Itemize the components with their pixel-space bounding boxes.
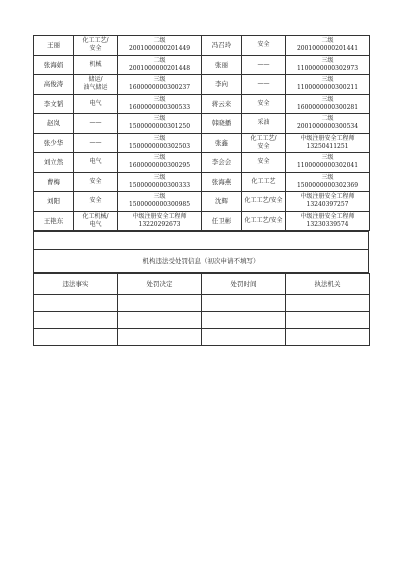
staff-certificate	[286, 133, 370, 153]
certificate-number: 13240397257	[306, 201, 349, 209]
staff-major	[242, 75, 286, 95]
staff-major	[74, 192, 118, 212]
staff-major-line: 化工工艺	[251, 177, 276, 185]
staff-name: 高俊涛	[34, 75, 74, 95]
certificate-level: 二级	[321, 115, 334, 123]
staff-row	[34, 55, 370, 75]
staff-major	[74, 114, 118, 134]
staff-major	[74, 75, 118, 95]
staff-major-line: 化工工艺/	[82, 37, 109, 45]
staff-major	[74, 94, 118, 114]
violation-section-title: 机构违法受处罚信息（初次申请不填写）	[34, 250, 369, 273]
staff-major-line: 机械	[89, 60, 102, 68]
violation-table	[33, 273, 370, 346]
certificate-level: 二级	[321, 37, 334, 45]
staff-certificate	[118, 211, 202, 231]
staff-name: 李会会	[202, 153, 242, 173]
staff-certificate	[118, 114, 202, 134]
staff-certificate	[286, 192, 370, 212]
empty-cell	[202, 295, 286, 312]
empty-cell	[202, 312, 286, 329]
staff-major-line: 储运/	[88, 76, 103, 84]
staff-name: 任卫彬	[202, 211, 242, 231]
staff-major-line: 安全	[257, 99, 270, 107]
staff-major-line: 安全	[257, 41, 270, 49]
header-penalty-decision: 处罚决定	[118, 274, 202, 295]
staff-row	[34, 94, 370, 114]
staff-major	[74, 211, 118, 231]
certificate-level: 二级	[153, 37, 166, 45]
staff-major	[74, 172, 118, 192]
certificate-number: 1100000000302041	[296, 162, 359, 170]
certificate-number: 2001000000201441	[296, 45, 359, 53]
certificate-number: 13250411251	[306, 142, 349, 150]
staff-row	[34, 36, 370, 56]
staff-major	[242, 211, 286, 231]
staff-major	[242, 192, 286, 212]
certificate-level: 中级注册安全工程师	[300, 134, 355, 142]
certificate-number: 2001000000201449	[128, 45, 191, 53]
staff-certificate	[286, 36, 370, 56]
staff-name: 曹梅	[34, 172, 74, 192]
staff-name: 沈辉	[202, 192, 242, 212]
staff-major-line: 安全	[89, 197, 102, 205]
certificate-number: 1500000000300333	[128, 181, 191, 189]
certificate-number: 1100000000302973	[296, 64, 359, 72]
staff-major-line: ——	[89, 119, 102, 127]
staff-major-line: 化工工艺/安全	[244, 197, 283, 205]
staff-name: 张鑫	[202, 133, 242, 153]
staff-certificate	[118, 192, 202, 212]
header-violation-fact: 违法事实	[34, 274, 118, 295]
certificate-number: 1600000000300533	[128, 103, 191, 111]
staff-certificate	[118, 75, 202, 95]
certificate-level: 三级	[321, 76, 334, 84]
empty-cell	[118, 312, 202, 329]
staff-row	[34, 192, 370, 212]
staff-major	[242, 94, 286, 114]
staff-name: 刘阳	[34, 192, 74, 212]
staff-major	[74, 133, 118, 153]
staff-certificate	[286, 211, 370, 231]
staff-major	[74, 55, 118, 75]
violation-empty-row	[34, 295, 370, 312]
certificate-level: 三级	[321, 154, 334, 162]
staff-name: 冯召玲	[202, 36, 242, 56]
staff-row	[34, 172, 370, 192]
staff-major-line: 化工机械/	[82, 212, 109, 220]
certificate-level: 三级	[153, 154, 166, 162]
certificate-number: 2001000000300534	[296, 123, 359, 131]
certificate-number: 2001000000201448	[128, 64, 191, 72]
staff-name: 韩晓播	[202, 114, 242, 134]
staff-major-line: 化工工艺/安全	[244, 216, 283, 224]
staff-name: 王艳东	[34, 211, 74, 231]
staff-name: 赵岚	[34, 114, 74, 134]
certificate-level: 三级	[153, 115, 166, 123]
empty-cell	[34, 295, 118, 312]
staff-row	[34, 211, 370, 231]
staff-major-line: 安全	[257, 158, 270, 166]
staff-major-line: ——	[257, 80, 270, 88]
staff-major	[242, 55, 286, 75]
staff-name: 张丽	[202, 55, 242, 75]
certificate-level: 三级	[153, 76, 166, 84]
certificate-level: 三级	[153, 193, 166, 201]
empty-cell	[286, 312, 370, 329]
staff-certificate	[286, 153, 370, 173]
empty-cell	[286, 295, 370, 312]
staff-major-line: 安全	[89, 45, 102, 53]
staff-major-line: 油气储运	[83, 84, 108, 92]
empty-cell	[34, 312, 118, 329]
staff-name: 张少华	[34, 133, 74, 153]
staff-row	[34, 75, 370, 95]
spacer-row	[34, 232, 369, 250]
staff-major	[74, 36, 118, 56]
staff-certificate	[286, 172, 370, 192]
staff-major	[242, 133, 286, 153]
certificate-number: 13230339574	[306, 220, 349, 228]
certificate-level: 三级	[153, 173, 166, 181]
violation-empty-row	[34, 312, 370, 329]
staff-table	[33, 35, 370, 231]
document-page	[33, 35, 369, 346]
certificate-number: 13220292673	[138, 220, 181, 228]
empty-cell	[118, 329, 202, 346]
staff-major-line: 采油	[257, 119, 270, 127]
staff-name: 李文韬	[34, 94, 74, 114]
certificate-level: 三级	[321, 56, 334, 64]
staff-name: 蒋云来	[202, 94, 242, 114]
staff-major-line: ——	[257, 60, 270, 68]
certificate-number: 1600000000300237	[128, 84, 191, 92]
staff-major	[242, 172, 286, 192]
certificate-level: 中级注册安全工程师	[300, 193, 355, 201]
certificate-number: 1500000000302369	[296, 181, 359, 189]
spacer-table	[33, 231, 369, 273]
certificate-level: 中级注册安全工程师	[132, 212, 187, 220]
staff-row	[34, 114, 370, 134]
header-penalty-time: 处罚时间	[202, 274, 286, 295]
staff-major	[74, 153, 118, 173]
violation-empty-row	[34, 329, 370, 346]
certificate-number: 1100000000300211	[296, 84, 359, 92]
staff-name: 刘立然	[34, 153, 74, 173]
staff-certificate	[118, 55, 202, 75]
staff-major-line: ——	[89, 138, 102, 146]
certificate-level: 三级	[321, 173, 334, 181]
staff-certificate	[286, 114, 370, 134]
certificate-number: 1500000000301250	[128, 123, 191, 131]
certificate-number: 1500000000302503	[128, 142, 191, 150]
certificate-level: 二级	[153, 56, 166, 64]
staff-major-line: 安全	[257, 142, 270, 150]
empty-cell	[286, 329, 370, 346]
staff-major-line: 电气	[89, 220, 102, 228]
empty-cell	[202, 329, 286, 346]
staff-row	[34, 133, 370, 153]
staff-certificate	[118, 172, 202, 192]
certificate-number: 1600000000300295	[128, 162, 191, 170]
certificate-level: 三级	[153, 95, 166, 103]
staff-major-line: 安全	[89, 177, 102, 185]
staff-major	[242, 153, 286, 173]
staff-name: 李向	[202, 75, 242, 95]
staff-certificate	[118, 153, 202, 173]
staff-major	[242, 114, 286, 134]
staff-certificate	[118, 133, 202, 153]
certificate-level: 中级注册安全工程师	[300, 212, 355, 220]
empty-cell	[118, 295, 202, 312]
staff-certificate	[286, 75, 370, 95]
staff-major-line: 化工工艺/	[250, 134, 277, 142]
staff-row	[34, 153, 370, 173]
certificate-level: 三级	[153, 134, 166, 142]
staff-certificate	[286, 94, 370, 114]
staff-major	[242, 36, 286, 56]
staff-name: 王丽	[34, 36, 74, 56]
header-enforcement-agency: 执法机关	[286, 274, 370, 295]
certificate-number: 1500000000300985	[128, 201, 191, 209]
certificate-level: 三级	[321, 95, 334, 103]
staff-major-line: 电气	[89, 158, 102, 166]
certificate-number: 1600000000300281	[296, 103, 359, 111]
staff-name: 张海娟	[34, 55, 74, 75]
staff-major-line: 电气	[89, 99, 102, 107]
staff-certificate	[118, 94, 202, 114]
staff-certificate	[118, 36, 202, 56]
staff-name: 张海燕	[202, 172, 242, 192]
empty-cell	[34, 329, 118, 346]
staff-certificate	[286, 55, 370, 75]
